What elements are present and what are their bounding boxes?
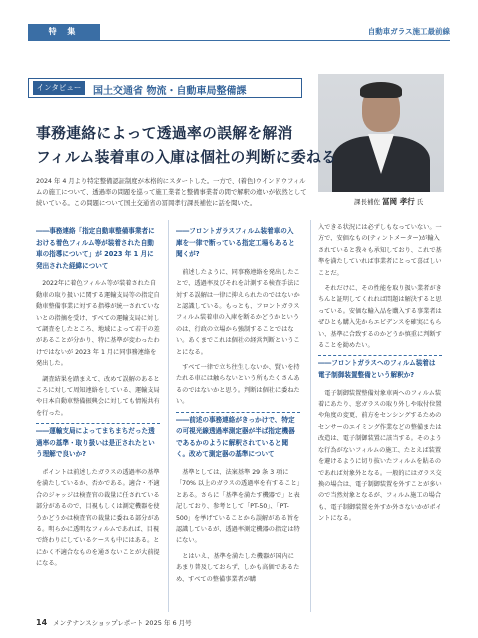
body-paragraph: 入できる状況には必ずしもなっていない。一方で、安価なもの(ティントメーター)が輸入されていると我々も承知しており、これで基準を満たしていれば事業者にとって喜ばしいことだ。 <box>318 224 442 277</box>
page-footer <box>36 618 192 627</box>
question-heading: ――フロントガラスフィルム装着車の入庫を一律で断っている指定工場もあると聞くが? <box>176 227 295 259</box>
article-title <box>36 122 336 170</box>
question-heading: ――前述の事務連絡がきっかけで、特定の可視光線透過率測定器が半ば指定機器であるかのように解釈されていると聞く。改めて測定器の基準について <box>176 412 300 461</box>
title-line-1: 事務連絡によって透過率の誤解を解消 <box>36 125 293 142</box>
photo-caption <box>354 196 423 207</box>
caption-role: 課長補佐 <box>354 198 380 206</box>
body-column-1 <box>36 222 160 574</box>
caption-name: 冨岡 孝行 <box>382 197 415 206</box>
interviewee-photo <box>318 74 444 192</box>
body-column-3 <box>318 222 442 529</box>
column-divider <box>168 220 169 612</box>
photo-hair <box>360 82 402 98</box>
body-paragraph: 2022年に着色フィルム等が装着された自動車の取り扱いに関する運輸支局等の指定自動車整備事業に対する指導が統一されていないとの指摘を受け、すべての運輸支局に対して調査をしたところ、地域によって若干の差があることが分かり、特に基準が変わったわけではないが 2023 年 1 月に同事務連絡を発出した。 <box>36 280 160 368</box>
body-paragraph: それだけに、その性能を取り扱い業者がきちんと証明してくれれば問題は解決すると思っている。安価な輸入品を購入する事業者はぜひとも購入先からエビデンスを確実にもらい、基準に合致するのかどうか慎重に判断することを勧めたい。 <box>318 285 442 350</box>
body-paragraph: 基準としては、法案基準 29 条 3 項に「70% 以上のガラスの透過率を有すること」とある。さらに「基準を満たす機器で」と表記しており、参考として「PT-50」、「PT-500」を挙げていることから誤解がある旨を認識しているが、透過率測定機器の指定は特にない。 <box>176 469 300 545</box>
page-header <box>28 24 450 41</box>
question-heading: ――事務連絡「指定自動車整備事業者における着色フィルム等が装着された自動車の指導について」が 2023 年 1 月に発出された経緯について <box>36 227 155 270</box>
body-paragraph: 電子制御装置整備対象車両へのフィルム装着にあたり、窓ガラスの取り外しや取付位置や角度の変更、前方をセンシングするためのセンサーのエイミング作業などの整備または改造は、電子制御装置に該当する。そのような行為がないフィルムの施工、たとえば装置を避けるように切り抜いたフィルムを貼るのであれば対象外となる。一般的にはガラス交換の場合は、電子制御装置を外すことが多いので当然対象となるが、フィルム施工の場合も、電子制御装置を外すか外さないかがポイントになる。 <box>318 389 442 523</box>
interview-tag: インタビュー <box>33 81 85 95</box>
lead-paragraph: 2024 年 4 月より特定整備認証制度が本格的にスタートした。一方で、(着色)ウインドウフィルムの施工について、透過率の問題を巡って施工業者と整備事業者の間で解釈の違いが依然として続いている。この問題について国土交通省の冨岡孝行課長補佐に話を聞いた。 <box>36 178 307 207</box>
interview-banner <box>28 78 302 98</box>
interview-title: 国土交通省 物流・自動車局整備課 <box>93 86 247 97</box>
body-column-2 <box>176 222 300 589</box>
body-paragraph: とはいえ、基準を満たした機器が国内にあまり普及しておらず、しかも高価であるため、すべての整備事業者が購 <box>176 552 300 583</box>
publication-name: メンテナンスショップレポート 2025 年 6 月号 <box>53 619 192 627</box>
caption-suffix: 氏 <box>416 198 424 206</box>
title-line-2: フィルム装着車の入庫は個社の判断に委ねる <box>36 149 337 166</box>
page-number: 14 <box>36 618 48 627</box>
section-tag: 特 集 <box>28 24 100 40</box>
series-title: 自動車ガラス施工最前線 <box>367 27 450 36</box>
body-paragraph: 前述したように、同事務連絡を発出したことで、透過率及びそれを計測する検査手法に対する誤解は一律に抑えられたのではないかと認識している。もっとも、フロントガラスフィルム装着車の入庫を断るかどうかというのは、行政の立場から強制することではない。あくまでこれは個社の経営判断ということになる。 <box>176 268 300 356</box>
body-paragraph: 調査結果を踏まえて、改めて誤解のあるところに対して周知連絡をしている、運輸支局や日本自動車整備振興会に対しても情報共有を行った。 <box>36 375 160 417</box>
question-heading: ――運輸支局によってまちまちだった透過率の基準・取り扱いは是正されたという理解で良いか? <box>36 423 160 461</box>
question-heading: ――フロントガラスへのフィルム装着は電子制御装置整備という解釈か? <box>318 355 442 381</box>
body-paragraph: ポイントは前述したガラスの透過率の基準を満たしているか、否かである。適合・不適合のジャッジは検査官の裁量に任されている部分があるので、目視もしくは測定機器を使うかどうかは検査官の裁量に委ねる部分がある。明らかに透明なフィルムであれば、目視で終わりにしているケースも中にはある。とにかく不適合なものを通さないことが大前提になる。 <box>36 469 160 568</box>
column-divider <box>310 220 311 612</box>
body-paragraph: すべて一律で立ち往生しないか、賢いを持たれる車には触らないという所もたくさんあるのではないかと思う。判断は個社に委ねたい。 <box>176 364 300 406</box>
